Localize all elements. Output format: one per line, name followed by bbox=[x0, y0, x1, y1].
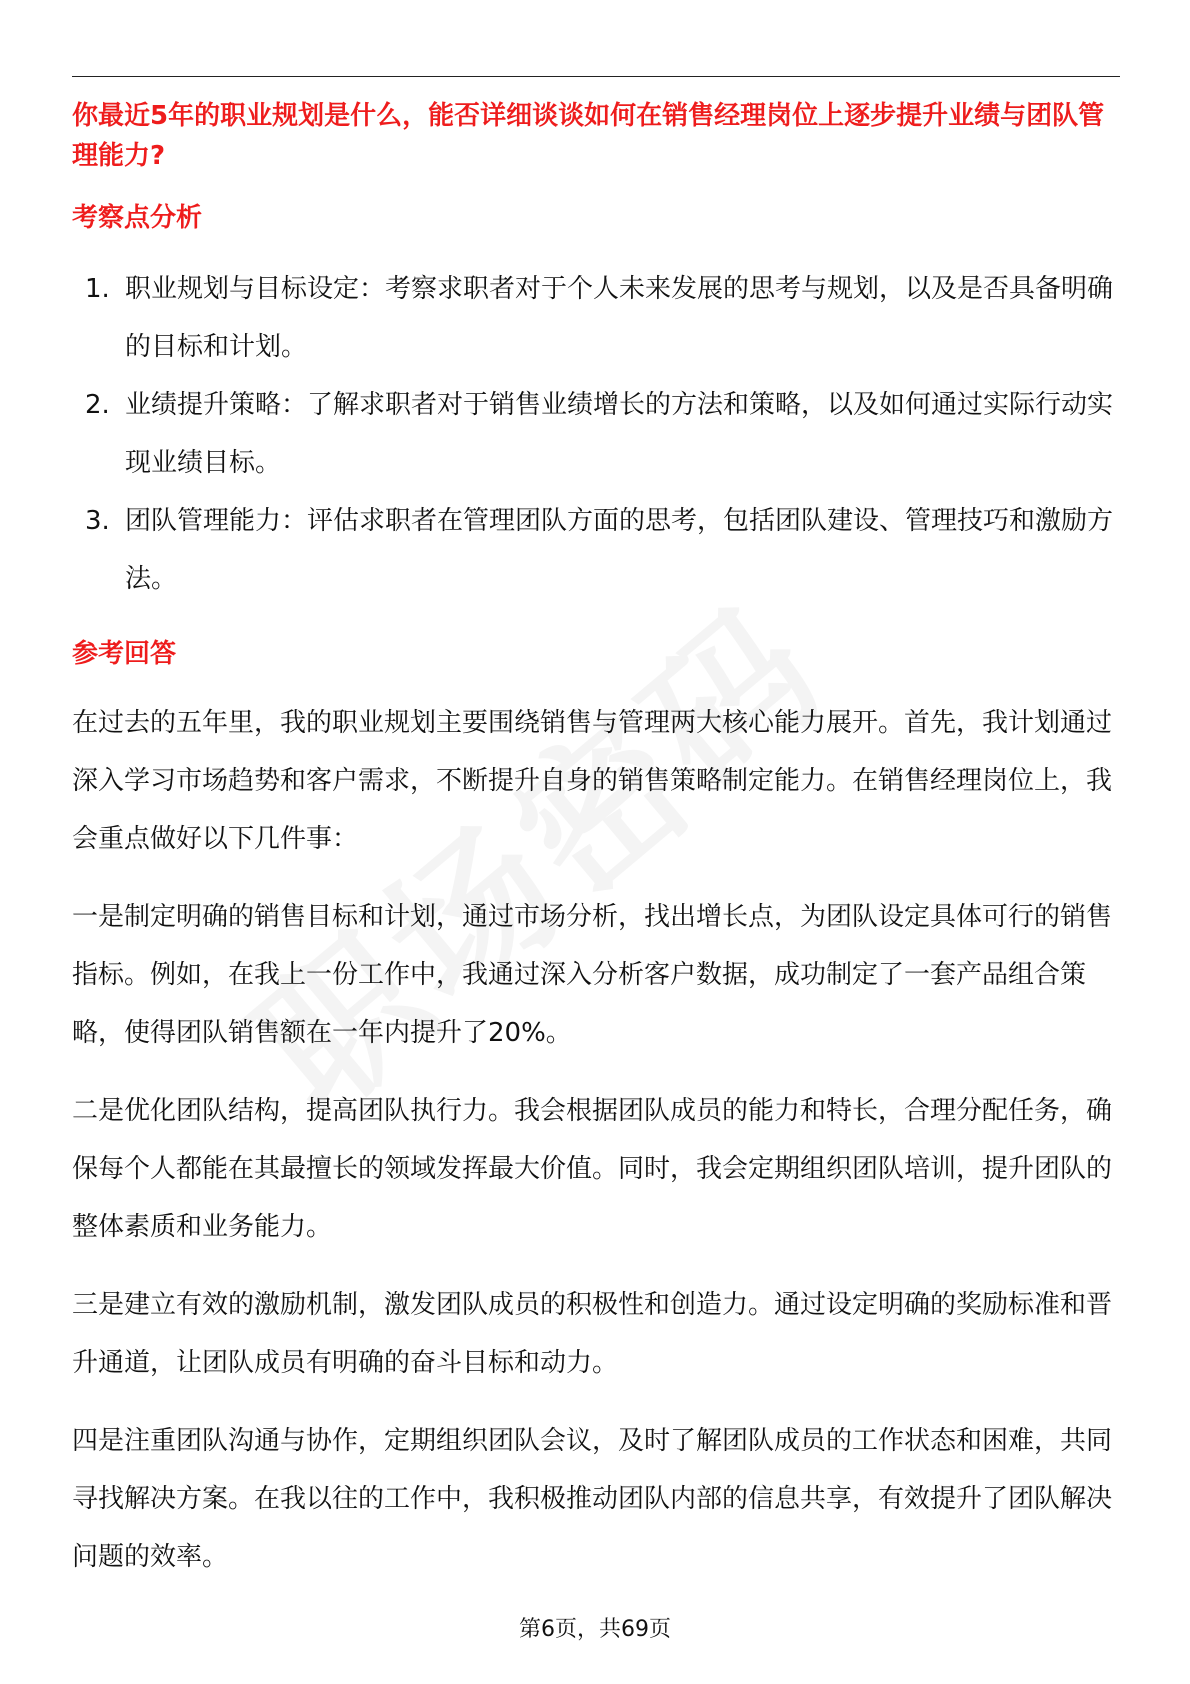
answer-paragraph-1: 在过去的五年里，我的职业规划主要围绕销售与管理两大核心能力展开。首先，我计划通过深入学习市场趋势和客户需求，不断提升自身的销售策略制定能力。在销售经理岗位上，我会重点做好以下几件事： bbox=[72, 708, 1113, 854]
analysis-heading: 考察点分析 bbox=[72, 203, 203, 233]
list-number: 3. bbox=[85, 506, 110, 536]
page-content bbox=[72, 96, 1120, 1586]
answer-paragraph-5: 四是注重团队沟通与协作，定期组织团队会议，及时了解团队成员的工作状态和困难，共同寻找解决方案。在我以往的工作中，我积极推动团队内部的信息共享，有效提升了团队解决问题的效率。 bbox=[72, 1426, 1113, 1572]
answer-heading: 参考回答 bbox=[72, 639, 177, 669]
list-item-text: 职业规划与目标设定：考察求职者对于个人未来发展的思考与规划，以及是否具备明确的目标和计划。 bbox=[125, 274, 1114, 362]
question-title: 你最近5年的职业规划是什么，能否详细谈谈如何在销售经理岗位上逐步提升业绩与团队管理能力? bbox=[72, 101, 1105, 171]
analysis-point-2 bbox=[72, 376, 1120, 492]
analysis-list bbox=[72, 260, 1120, 608]
analysis-point-1 bbox=[72, 260, 1120, 376]
answer-paragraph-3: 二是优化团队结构，提高团队执行力。我会根据团队成员的能力和特长，合理分配任务，确保每个人都能在其最擅长的领域发挥最大价值。同时，我会定期组织团队培训，提升团队的整体素质和业务能力。 bbox=[72, 1096, 1113, 1242]
answer-paragraph-4: 三是建立有效的激励机制，激发团队成员的积极性和创造力。通过设定明确的奖励标准和晋升通道，让团队成员有明确的奋斗目标和动力。 bbox=[72, 1290, 1113, 1378]
header-rule bbox=[72, 76, 1120, 77]
analysis-point-3 bbox=[72, 492, 1120, 608]
list-item-text: 团队管理能力：评估求职者在管理团队方面的思考，包括团队建设、管理技巧和激励方法。 bbox=[125, 506, 1114, 594]
list-item-text: 业绩提升策略：了解求职者对于销售业绩增长的方法和策略，以及如何通过实际行动实现业绩目标。 bbox=[125, 390, 1114, 478]
list-number: 2. bbox=[85, 390, 110, 420]
answer-paragraph-2: 一是制定明确的销售目标和计划，通过市场分析，找出增长点，为团队设定具体可行的销售指标。例如，在我上一份工作中，我通过深入分析客户数据，成功制定了一套产品组合策略，使得团队销售额在一年内提升了20%。 bbox=[72, 902, 1113, 1048]
page-number-footer: 第6页，共69页 bbox=[519, 1617, 671, 1642]
list-number: 1. bbox=[85, 274, 110, 304]
